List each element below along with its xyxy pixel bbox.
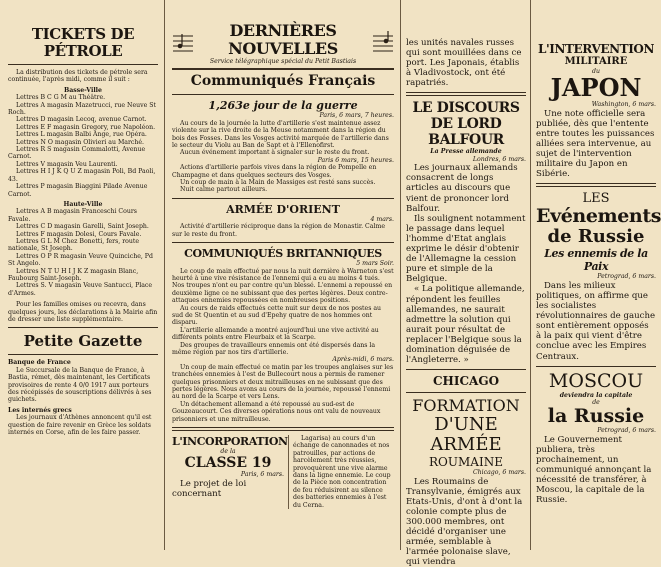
bottom-row — [172, 435, 394, 509]
list-item: Lettres H I J K Q U Z magasin Poli, Bd Paoli, 43. — [8, 168, 156, 183]
incorp-title-mid: de la — [220, 448, 236, 456]
divider — [172, 242, 394, 243]
list-item: Lettres V magasin Veu Laurenti. — [16, 160, 118, 168]
column-rule — [530, 0, 531, 550]
internes-text: Les journaux d'Athènes annoncent qu'il est question de faire revenir en Grèce les soldats internés en Corse, afin de les faire passer. — [8, 414, 152, 437]
brit-title: COMMUNIQUÉS BRITANNIQUES — [184, 247, 382, 261]
day-heading: 1,263e jour de la guerre — [208, 99, 358, 113]
column-rule — [400, 0, 401, 550]
dateline: Paris, 6 mars, 7 heures. — [319, 112, 394, 120]
article-text: Un détachement allemand a été repoussé au sud-est de Gouzeaucourt. Ces diverses opérations nous ont valu de nouveaux prisonniers et une mitrailleuse. — [172, 400, 381, 423]
dateline: Chicago, 6 mars. — [472, 469, 526, 477]
dateline: Washington, 6 mars. — [591, 101, 656, 109]
article-text: Une note officielle sera publiée, dès que l'entente entre toutes les puissances alliées sera intervenue, au sujet de l'intervention militaire du Japon en Sibérie. — [536, 108, 655, 180]
article-text: Au cours de raids effectués cette nuit sur deux de nos postes au sud de St Quentin et au sud d'Epehy quatre de nos hommes ont disparu. — [172, 304, 382, 327]
article-text: Aucun événement important à signaler sur le reste du front. — [180, 149, 370, 157]
article-text: Lagarisa) au cours d'un échange de canonnades et nos patrouilles, par actions de harcèlement très réussies, provoquèrent une vive alarme dans la ligne ennemie. Le coup de la Pièce non concentration de feu réduisirent au silence des batteries ennemies à l'est du Cerna. — [293, 435, 391, 509]
dateline: Après-midi, 6 mars. — [332, 356, 394, 364]
list-item: Lettres S. V magasin Veuve Santucci, Place d'Armes. — [8, 282, 153, 297]
article-text: Les Roumains de Transylvanie, émigrés aux Etats-Unis, d'ont à d'ont la colonie compte plus de 300.000 membres, ont décidé d'organiser une armée, semblable à l'armée polonaise slave, qui viendra — [406, 476, 523, 567]
dateline: 5 mars Soir. — [356, 260, 394, 268]
internes-title: Les internés grecs — [8, 406, 72, 414]
militaire-title: MILITAIRE — [564, 56, 628, 67]
article-text: Le projet de loi concernant — [172, 478, 247, 499]
formation-title-3: ROUMAINE — [429, 455, 503, 470]
dateline: Paris 6 mars, 15 heures. — [317, 156, 394, 164]
banque-title: Banque de France — [8, 359, 71, 367]
column-rule — [164, 0, 165, 550]
divider — [536, 366, 656, 367]
column-4 — [532, 0, 660, 550]
divider — [406, 392, 526, 393]
ennemis-subtitle: Les ennemis de la Paix — [544, 247, 648, 274]
divider — [406, 369, 526, 370]
discours-title-2: DE LORD BALFOUR — [428, 116, 504, 149]
formation-title: FORMATION — [412, 396, 520, 416]
divider — [406, 92, 526, 96]
article-text: Les journaux allemands consacrent de longs articles au discours que vient de prononcer lord Balfour. — [406, 163, 518, 214]
de-russie-title: de Russie — [547, 226, 645, 248]
article-text: Un coup de main à la Main de Massiges est resté sans succès. — [180, 179, 376, 187]
music-staff-icon — [172, 31, 194, 57]
article-text: Un coup de main effectué ce matin par les troupes anglaises sur les tranchées ennemies à l'est de Bullecourt nous a permis de ramener quelques prisonniers et deux mitrailleuses en ne subissant que des pertes légères. Nous avons au cours de la journée, repoussé l'ennemi au nord de la Scarpe et vers Lens. — [172, 363, 394, 401]
article-text: Nuit calme partout ailleurs. — [180, 186, 268, 194]
list-item: Lettres D magasin Lecoq, avenue Carnot. — [16, 116, 147, 124]
list-item: Lettres N O magasin Olivieri au Marché. — [16, 138, 145, 146]
haute-ville-list — [8, 208, 158, 297]
discours-title: LE DISCOURS — [412, 100, 520, 117]
banner-subtitle: Service télégraphique spécial du Petit Bastiais — [209, 58, 357, 65]
dateline: 4 mars. — [370, 215, 394, 223]
tickets-title: TICKETS DE PÉTROLE — [31, 25, 135, 60]
armee-title: ARMÉE D'ORIENT — [226, 202, 340, 216]
formation-title-2: D'UNE ARMÉE — [430, 414, 502, 456]
incorp-title: L'INCORPORATION — [172, 435, 288, 449]
divider — [172, 427, 394, 431]
article-text: Des groupes de travailleurs ennemis ont été dispersés dans la même région par nos tirs d'artillerie. — [172, 341, 376, 356]
list-item: Lettres R S magasin Commalotti, Avenue Carnot. — [8, 146, 146, 161]
la-russie-title: la Russie — [547, 405, 645, 428]
dateline: Londres, 6 mars. — [472, 155, 526, 163]
moscou-title: MOSCOU — [548, 369, 644, 392]
list-item: Lettres N T U H I J K Z magasin Blanc, Faubourg Saint-Joseph. — [8, 267, 139, 282]
list-item: Lettres B C G M au Théâtre. — [16, 94, 106, 102]
discours-subtitle: La Presse allemande — [430, 148, 502, 156]
list-item: Lettres G L M Chez Bonetti, fers, route nationale, St Joseph. — [8, 237, 140, 253]
banner — [172, 22, 394, 70]
article-text: Dans les milieux politiques, on affirme que les socialistes révolutionnaires de gauche sont entièrement opposés à la paix qui vient d'être conclue avec les Empires Centraux. — [536, 280, 656, 362]
column-2 — [166, 0, 400, 550]
list-item: Lettres O P R magasin Veuve Quinciche, Pd St Angelo. — [8, 252, 153, 268]
communiques-title: Communiqués Français — [190, 73, 376, 90]
list-item: Lettres L magasin Balbi Ange, rue Opéra. — [16, 131, 147, 139]
les-label: LES — [582, 191, 610, 207]
article-text: Le Gouvernement publiera, très prochainement, un communiqué annonçant la nécessité de transférer, à Moscou, la capitale de la Russie. — [536, 434, 652, 506]
intervention-title: L'INTERVENTION — [537, 42, 655, 56]
list-item: Lettres P magasin Biaggini Pilade Avenue Carnot. — [8, 183, 148, 198]
list-item: Lettres E F magasin Gregory, rue Napoléon. — [16, 123, 156, 131]
gazette-title: Petite Gazette — [23, 332, 143, 351]
article-text: Activité d'artillerie réciproque dans la région de Monastir. Calme sur le reste du front. — [172, 223, 385, 238]
divider — [8, 64, 158, 65]
dateline: Paris, 6 mars. — [240, 471, 284, 479]
du-label: du — [592, 68, 600, 75]
haute-ville-title: Haute-Ville — [63, 200, 103, 208]
article-text: Ils soulignent notamment le passage dans lequel l'homme d'Etat anglais exprime le désir d'obtenir de l'Allemagne la cession pure et simple de la Belgique. — [406, 213, 526, 285]
basse-ville-list — [8, 94, 158, 198]
dateline: Petrograd, 6 mars. — [597, 427, 656, 435]
article-text: « La politique allemande, répondent les feuilles allemandes, ne saurait admettre la solution qui aurait pour résultat de replacer l'Belgique sous la domination déguisée de l'Angleterre. » — [406, 284, 525, 366]
article-text: Au cours de la journée la lutte d'artillerie s'est maintenue assez violente sur la rive droite de la Meuse notamment dans la région du bois des Fosses. Dans les Vosges activité marquée de l'artillerie dans le secteur du Violu au Ban de Sapt et à l'Ellenofirst. — [172, 119, 389, 150]
evenements-title: Evénements — [536, 205, 661, 228]
column-3 — [402, 0, 530, 567]
tickets-intro: La distribution des tickets de pétrole sera continuée, l'après midi, comme il suit : — [8, 69, 148, 84]
chicago-title: CHICAGO — [432, 374, 500, 389]
list-item: Lettres A magasin Mazetrucci, rue Neuve St Roch. — [8, 101, 156, 117]
article-text: Actions d'artillerie parfois vives dans la région de Pompelle en Champagne et dans quelques secteurs des Vosges. — [172, 164, 377, 179]
divider — [172, 198, 394, 199]
banque-text: Le Succursale de la Banque de France, à Bastia, rémet, dès maintenant, les Certificats provisoires de rente 4 0/0 1917 aux porteurs des récépissés de souscriptions délivrés à ses guichets. — [8, 366, 152, 404]
japon-title: JAPON — [550, 73, 642, 103]
divider — [8, 354, 158, 355]
article-text: L'artillerie allemande a montré aujourd'hui une vive activité au différents points entre Fleurbaix et la Scarpe. — [172, 326, 379, 342]
divider — [8, 327, 158, 328]
basse-ville-title: Basse-Ville — [64, 86, 102, 94]
list-item: Lettres F magasin Dolesi, Cours Favale. — [16, 230, 142, 238]
de-label: de — [592, 399, 600, 407]
column-rule — [288, 435, 289, 509]
column-1 — [0, 0, 164, 550]
list-item: Lettres C D magasin Garelli, Saint Joseph. — [16, 223, 149, 231]
capitale-subtitle: deviendra la capitale — [559, 391, 633, 399]
tickets-outro: Pour les familles omises ou recevra, dans quelques jours, les déclarations à la Mairie afin de dresser une liste supplémentaire. — [8, 301, 158, 323]
incorp-title-class: CLASSE 19 — [184, 455, 272, 472]
banner-title: DERNIÈRES NOUVELLES — [228, 21, 338, 58]
article-text: Le coup de main effectué par nous la nuit dernière à Warneton s'est heurté à une vive résistance de l'ennemi qui a eu au moins 4 tués. Nos troupes n'ont eu par contre qu'un blessé. L'ennemi a repoussé en deuxième ligne ce ne subissant que des pertes légères. Deux contre-attaques ennemies repoussées en nombreuses positions. — [172, 267, 394, 305]
article-text: les unités navales russes qui sont mouillées dans ce port. Les Japonais, établis à Vladivostock, ont été rapatriés. — [406, 38, 522, 89]
music-staff-icon — [372, 31, 394, 57]
divider — [172, 94, 394, 95]
list-item: Lettres A B magasin Franceschi Cours Favale. — [8, 208, 137, 223]
dateline: Petrograd, 6 mars. — [597, 273, 656, 281]
divider — [536, 183, 656, 187]
